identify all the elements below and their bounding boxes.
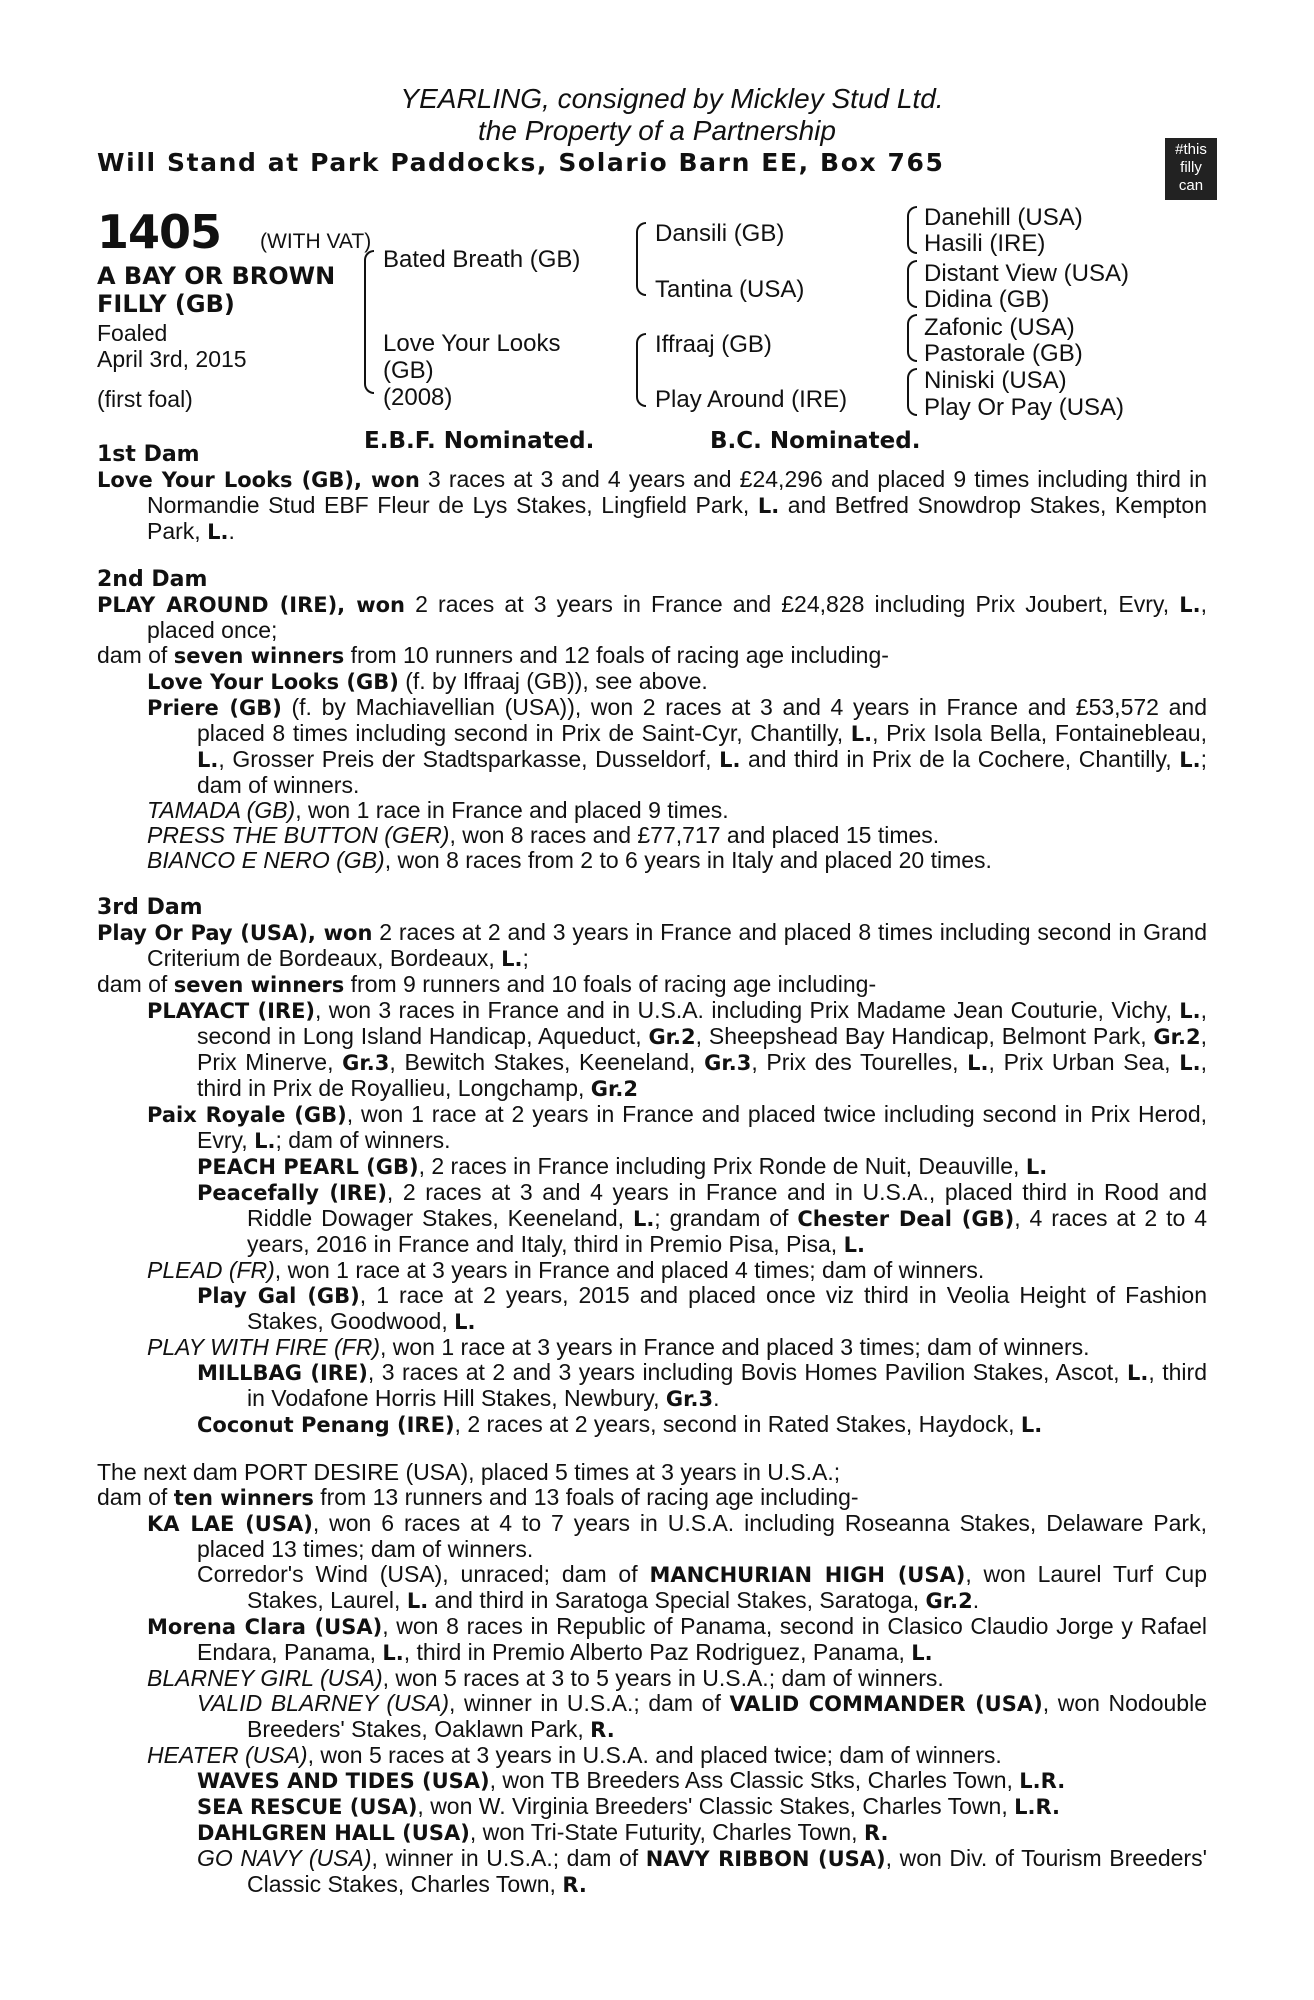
foaled-label: Foaled <box>97 320 168 346</box>
text-run: , third in Premio Alberto Paz Rodriguez, Panama, <box>403 1639 912 1665</box>
pedigree-dam-line-2: (GB) <box>383 357 434 384</box>
bold-text: DAHLGREN HALL (USA) <box>197 1821 470 1845</box>
bold-text: Gr.3 <box>704 1051 752 1075</box>
bold-text: Gr.2 <box>648 1025 696 1049</box>
bold-text: L. <box>1179 1051 1201 1075</box>
text-run: 1st Dam <box>97 442 200 467</box>
pedigree-dam-sire: Iffraaj (GB) <box>655 331 772 358</box>
text-run: and Betfred Snowdrop Stakes, Kempton Park, <box>147 492 1207 544</box>
lot-number: 1405 <box>97 205 222 259</box>
italic-text: BLARNEY GIRL (USA) <box>147 1665 383 1691</box>
pedigree-gen3-4: Didina (GB) <box>924 286 1050 313</box>
entry-paragraph <box>97 1846 1207 1898</box>
text-run: , third in Vodafone Horris Hill Stakes, Newbury, <box>247 1359 1207 1411</box>
text-run: 2 races at 2 and 3 years in France and placed 8 times including second in Grand Criterium de Bordeaux, Bordeaux, <box>147 919 1207 971</box>
entry-paragraph <box>97 1614 1207 1666</box>
logo-line-1: #this <box>1175 141 1207 158</box>
pedigree-gen3-8: Play Or Pay (USA) <box>924 394 1125 421</box>
foaled-date: April 3rd, 2015 <box>97 346 247 372</box>
italic-text: PLEAD (FR) <box>147 1257 275 1283</box>
section-heading <box>97 567 1207 592</box>
bold-text: L. <box>843 1233 865 1257</box>
logo-line-2: filly <box>1180 159 1202 176</box>
text-run: , winner in U.S.A.; dam of <box>449 1690 730 1716</box>
bold-text: Paix Royale (GB) <box>147 1103 347 1127</box>
entry-paragraph <box>97 1485 1207 1511</box>
text-run: , won 1 race at 3 years in France and placed 3 times; dam of winners. <box>380 1334 1090 1360</box>
text-run: . <box>972 1587 980 1613</box>
text-run: and third in Saratoga Special Stakes, Saratoga, <box>428 1587 926 1613</box>
bold-text: L. <box>254 1129 276 1153</box>
bold-text: L. <box>1025 1155 1048 1179</box>
italic-text: PRESS THE BUTTON (GER) <box>147 822 450 848</box>
entry-paragraph <box>97 1360 1207 1412</box>
bold-text: Love Your Looks (GB) <box>147 670 399 694</box>
bold-text: L. <box>1179 999 1201 1023</box>
bold-text: Gr.3 <box>342 1051 390 1075</box>
entry-paragraph <box>97 695 1207 798</box>
bold-text: L. <box>382 1641 404 1665</box>
text-run: ; grandam of <box>654 1205 798 1231</box>
bold-text: L. <box>757 494 780 518</box>
text-run: , won 8 races in Republic of Panama, second in Clasico Claudio Jorge y Rafael Endara, Panama, <box>197 1613 1207 1665</box>
bold-text: PLAYACT (IRE) <box>147 999 316 1023</box>
pedigree-gen3-6: Pastorale (GB) <box>924 340 1083 367</box>
bold-text: R. <box>590 1718 615 1742</box>
bold-text: Priere (GB) <box>147 696 282 720</box>
entry-paragraph <box>97 1743 1207 1768</box>
text-run: , Prix Minerve, <box>197 1023 1207 1075</box>
bold-text: Gr.2 <box>1153 1025 1201 1049</box>
this-filly-can-logo <box>1165 138 1217 200</box>
bold-text: seven winners <box>173 644 345 668</box>
pedigree-brace-3c <box>907 314 917 362</box>
entry-paragraph <box>97 1794 1207 1820</box>
entry-paragraph <box>97 972 1207 998</box>
bold-text: L. <box>850 722 873 746</box>
entry-paragraph <box>97 1768 1207 1794</box>
text-run: dam of <box>97 1484 174 1510</box>
bold-text: Morena Clara (USA) <box>147 1615 383 1639</box>
text-run: 2nd Dam <box>97 567 208 592</box>
entry-paragraph <box>97 1666 1207 1691</box>
bold-text: VALID COMMANDER (USA) <box>729 1692 1043 1716</box>
text-run: , won 1 race in France and placed 9 times. <box>295 797 729 823</box>
text-run: , won Laurel Turf Cup Stakes, Laurel, <box>247 1561 1207 1613</box>
bold-text: L. <box>719 748 741 772</box>
text-run: , Bewitch Stakes, Keeneland, <box>389 1049 705 1075</box>
text-run: (f. by Machiavellian (USA)), won 2 races at 3 and 4 years in France and £53,572 and placed 8 times including second in Prix de Saint-Cyr, Chantilly, <box>197 694 1207 746</box>
bold-text: R. <box>863 1821 889 1845</box>
entry-paragraph <box>97 798 1207 823</box>
pedigree-dam-line-3: (2008) <box>383 384 453 411</box>
section-heading <box>97 442 1207 467</box>
pedigree-gen3-7: Niniski (USA) <box>924 367 1067 394</box>
italic-text: TAMADA (GB) <box>147 797 296 823</box>
italic-text: HEATER (USA) <box>147 1742 308 1768</box>
pedigree-sire: Bated Breath (GB) <box>383 246 581 273</box>
bold-text: R. <box>562 1873 587 1897</box>
pedigree-sire-dam: Tantina (USA) <box>655 276 805 303</box>
bold-text: Play Gal (GB) <box>197 1284 360 1308</box>
text-run: , won 6 races at 4 to 7 years in U.S.A. including Roseanna Stakes, Delaware Park, placed 13 times; dam of winners. <box>197 1510 1207 1562</box>
bold-text: PLAY AROUND (IRE), won <box>97 593 405 617</box>
text-run: and third in Prix de la Cochere, Chantilly, <box>740 746 1180 772</box>
italic-text: VALID BLARNEY (USA) <box>197 1690 449 1716</box>
italic-text: PLAY WITH FIRE (FR) <box>147 1334 380 1360</box>
bold-text: Chester Deal (GB) <box>797 1207 1015 1231</box>
bold-text: MILLBAG (IRE) <box>197 1361 368 1385</box>
bold-text: Gr.2 <box>925 1589 973 1613</box>
text-run: 2 races at 3 years in France and £24,828 including Prix Joubert, Evry, <box>405 591 1180 617</box>
entry-paragraph <box>97 1412 1207 1438</box>
entry-paragraph <box>97 467 1207 545</box>
text-run: , won TB Breeders Ass Classic Stks, Charles Town, <box>489 1767 1020 1793</box>
text-run: dam of <box>97 971 174 997</box>
bold-text: L. <box>1127 1361 1149 1385</box>
pedigree-sire-sire: Dansili (GB) <box>655 220 785 247</box>
text-run: , won 8 races and £77,717 and placed 15 times. <box>449 822 940 848</box>
bold-text: MANCHURIAN HIGH (USA) <box>649 1563 966 1587</box>
entry-paragraph <box>97 669 1207 695</box>
text-run: 3rd Dam <box>97 895 203 920</box>
text-run: , 2 races at 2 years, second in Rated Stakes, Haydock, <box>454 1411 1021 1437</box>
text-run: , Prix des Tourelles, <box>751 1049 968 1075</box>
bold-text: ten winners <box>173 1486 314 1510</box>
text-run: from 9 runners and 10 foals of racing age including- <box>344 971 877 997</box>
sex-line-1: A BAY OR BROWN <box>97 262 336 290</box>
text-run: , second in Long Island Handicap, Aqueduct, <box>197 997 1207 1049</box>
bold-text: Gr.2 <box>590 1077 638 1101</box>
text-run: , won Tri-State Futurity, Charles Town, <box>469 1819 864 1845</box>
pedigree-brace-2b <box>636 333 646 407</box>
text-run: , won 5 races at 3 to 5 years in U.S.A.; dam of winners. <box>382 1665 944 1691</box>
entry-paragraph <box>97 823 1207 848</box>
bold-text: Play Or Pay (USA), won <box>97 921 373 945</box>
text-run: , won 8 races from 2 to 6 years in Italy and placed 20 times. <box>384 847 992 873</box>
entry-paragraph <box>97 1102 1207 1154</box>
entry-paragraph <box>97 1511 1207 1562</box>
text-run: . <box>713 1385 720 1411</box>
pedigree-dam-dam: Play Around (IRE) <box>655 386 848 413</box>
bold-text: Coconut Penang (IRE) <box>197 1413 455 1437</box>
text-run: dam of <box>97 642 174 668</box>
bold-text: SEA RESCUE (USA) <box>197 1795 418 1819</box>
bold-text: NAVY RIBBON (USA) <box>645 1847 886 1871</box>
bold-text: L. <box>207 520 229 544</box>
text-run: , placed once; <box>147 591 1207 643</box>
ebf-nomination: E.B.F. Nominated. <box>364 428 595 454</box>
bold-text: WAVES AND TIDES (USA) <box>197 1769 490 1793</box>
pedigree-gen3-3: Distant View (USA) <box>924 260 1129 287</box>
section-heading <box>97 895 1207 920</box>
logo-line-3: can <box>1178 177 1204 194</box>
bold-text: L. <box>632 1207 655 1231</box>
entry-paragraph <box>97 848 1207 873</box>
bold-text: L. <box>911 1641 933 1665</box>
text-run: , Grosser Preis der Stadtsparkasse, Dusseldorf, <box>218 746 720 772</box>
bold-text: L. <box>967 1051 989 1075</box>
vat-note: (WITH VAT) <box>260 230 372 253</box>
bold-text: L. <box>406 1589 429 1613</box>
pedigree-brace-3b <box>907 260 917 308</box>
entry-paragraph <box>97 1154 1207 1180</box>
italic-text: BIANCO E NERO (GB) <box>147 847 385 873</box>
bold-text: L.R. <box>1014 1795 1061 1819</box>
text-run: , winner in U.S.A.; dam of <box>371 1845 646 1871</box>
pedigree-gen3-2: Hasili (IRE) <box>924 230 1046 257</box>
bold-text: KA LAE (USA) <box>147 1512 313 1536</box>
text-run: ; dam of winners. <box>197 746 1207 798</box>
text-run: , third in Prix de Royallieu, Longchamp, <box>197 1049 1207 1101</box>
text-run: , Sheepshead Bay Handicap, Belmont Park, <box>695 1023 1154 1049</box>
text-run: , 4 races at 2 to 4 years, 2016 in France and Italy, third in Premio Pisa, Pisa, <box>247 1205 1207 1257</box>
bold-text: L. <box>501 947 523 971</box>
text-run: , won 5 races at 3 years in U.S.A. and placed twice; dam of winners. <box>307 1742 1002 1768</box>
pedigree-brace-2a <box>636 222 646 296</box>
text-run: The next dam PORT DESIRE (USA), placed 5 times at 3 years in U.S.A.; <box>97 1459 841 1485</box>
bold-text: Gr.3 <box>665 1387 714 1411</box>
text-run: , Prix Isola Bella, Fontainebleau, <box>872 720 1207 746</box>
pedigree-brace-3d <box>907 368 917 416</box>
text-run: , 3 races at 2 and 3 years including Bovis Homes Pavilion Stakes, Ascot, <box>367 1359 1128 1385</box>
pedigree-gen3-1: Danehill (USA) <box>924 204 1083 231</box>
bold-text: L. <box>454 1310 476 1334</box>
text-run: , won W. Virginia Breeders' Classic Stakes, Charles Town, <box>417 1793 1015 1819</box>
text-run: from 13 runners and 13 foals of racing age including- <box>313 1484 859 1510</box>
entry-paragraph <box>97 1283 1207 1335</box>
bold-text: L. <box>197 748 219 772</box>
entry-paragraph <box>97 1562 1207 1614</box>
text-run: 3 races at 3 and 4 years and £24,296 and placed 9 times including third in Normandie Stud EBF Fleur de Lys Stakes, Lingfield Park, <box>147 466 1207 518</box>
entry-paragraph <box>97 1258 1207 1283</box>
bold-text: Peacefally (IRE) <box>197 1181 387 1205</box>
entry-paragraph <box>97 1691 1207 1743</box>
entry-paragraph <box>97 1460 1207 1485</box>
bold-text: Love Your Looks (GB), won <box>97 468 420 492</box>
catalogue-body <box>97 442 1207 1898</box>
text-run: ; <box>522 945 529 971</box>
entry-paragraph <box>97 1180 1207 1258</box>
text-run: (f. by Iffraaj (GB)), see above. <box>398 668 708 694</box>
text-run: , won 1 race at 3 years in France and placed 4 times; dam of winners. <box>274 1257 985 1283</box>
property-line: the Property of a Partnership <box>478 115 836 146</box>
text-run: . <box>228 518 235 544</box>
entry-paragraph <box>97 998 1207 1102</box>
bc-nomination: B.C. Nominated. <box>710 428 921 454</box>
text-run: , won 3 races in France and in U.S.A. including Prix Madame Jean Couturie, Vichy, <box>315 997 1180 1023</box>
bold-text: L. <box>1179 748 1201 772</box>
text-run: from 10 runners and 12 foals of racing age including- <box>344 642 889 668</box>
text-run: , won 1 race at 2 years in France and placed twice including second in Prix Herod, Evry, <box>197 1101 1208 1153</box>
text-run: , 2 races in France including Prix Ronde de Nuit, Deauville, <box>418 1153 1026 1179</box>
bold-text: L. <box>1020 1413 1043 1437</box>
first-foal-note: (first foal) <box>97 386 193 412</box>
entry-paragraph <box>97 920 1207 972</box>
bold-text: seven winners <box>173 973 345 997</box>
text-run: ; dam of winners. <box>275 1127 451 1153</box>
text-run: , won Nodouble Breeders' Stakes, Oaklawn Park, <box>247 1690 1207 1742</box>
text-run: , Prix Urban Sea, <box>988 1049 1180 1075</box>
entry-paragraph <box>97 1820 1207 1846</box>
bold-text: PEACH PEARL (GB) <box>197 1155 419 1179</box>
pedigree-dam-line-1: Love Your Looks <box>383 330 561 357</box>
bold-text: L. <box>1179 593 1201 617</box>
text-run: Corredor's Wind (USA), unraced; dam of <box>197 1561 650 1587</box>
entry-paragraph <box>97 1335 1207 1360</box>
pedigree-brace-1 <box>364 250 374 394</box>
sex-line-2: FILLY (GB) <box>97 290 235 318</box>
text-run: , 1 race at 2 years, 2015 and placed once viz third in Veolia Height of Fashion Stakes, Goodwood, <box>247 1282 1207 1334</box>
pedigree-brace-3a <box>907 206 917 254</box>
text-run: , 2 races at 3 and 4 years in France and in U.S.A., placed third in Rood and Riddle Dowager Stakes, Keeneland, <box>247 1179 1207 1231</box>
text-run: , won Div. of Tourism Breeders' Classic Stakes, Charles Town, <box>247 1845 1207 1897</box>
consignor-line: YEARLING, consigned by Mickley Stud Ltd. <box>400 83 944 114</box>
pedigree-gen3-5: Zafonic (USA) <box>924 314 1075 341</box>
italic-text: GO NAVY (USA) <box>197 1845 372 1871</box>
entry-paragraph <box>97 643 1207 669</box>
location-line: Will Stand at Park Paddocks, Solario Barn EE, Box 765 <box>97 148 945 177</box>
bold-text: L.R. <box>1019 1769 1066 1793</box>
entry-paragraph <box>97 592 1207 643</box>
